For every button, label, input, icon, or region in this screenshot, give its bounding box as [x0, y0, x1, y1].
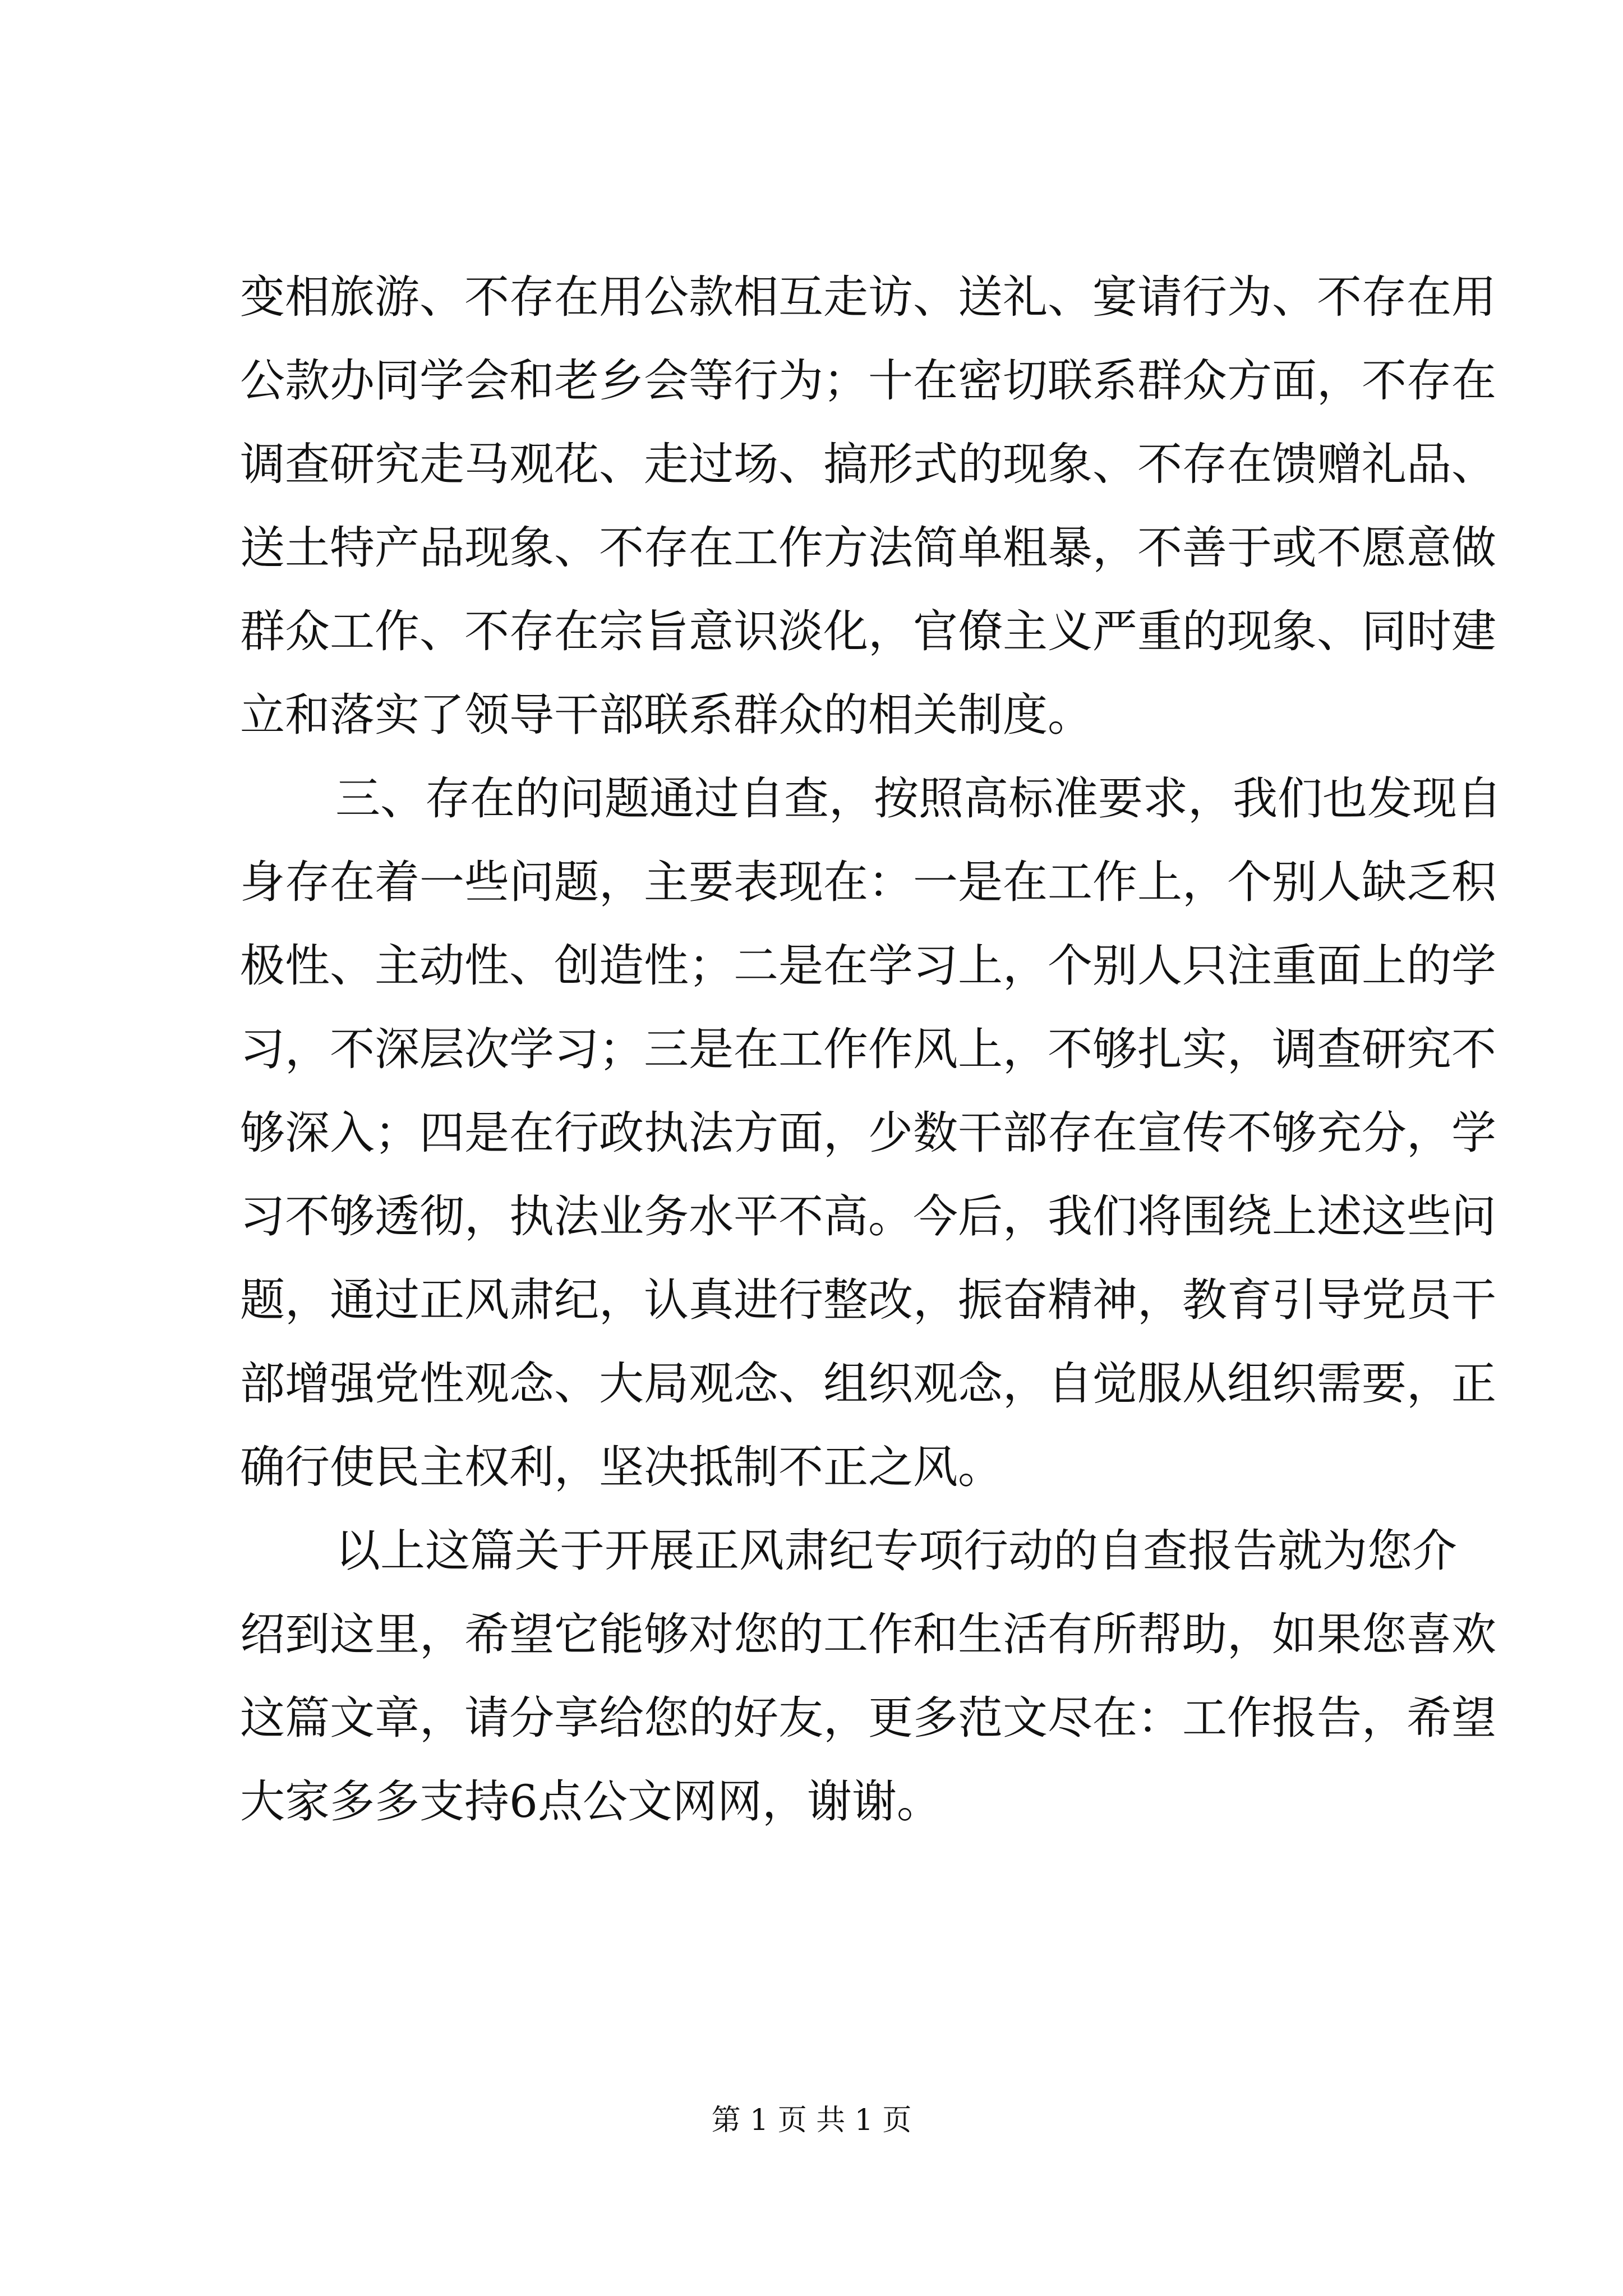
text-line: 调查研究走马观花、走过场、搞形式的现象、不存在馈赠礼品、 — [240, 438, 1496, 490]
text-line: 群众工作、不存在宗旨意识淡化，官僚主义严重的现象、同时建 — [240, 605, 1496, 657]
text-line: 公款办同学会和老乡会等行为；十在密切联系群众方面，不存在 — [240, 355, 1496, 407]
text-line: 以上这篇关于开展正风肃纪专项行动的自查报告就为您介 — [335, 1525, 1457, 1577]
text-line: 够深入；四是在行政执法方面，少数干部存在宣传不够充分，学 — [240, 1107, 1496, 1159]
page-footer — [0, 2101, 1623, 2140]
text-line: 部增强党性观念、大局观念、组织观念，自觉服从组织需要，正 — [240, 1358, 1496, 1410]
page-number: 第 1 页 共 1 页 — [711, 2104, 912, 2137]
text-line: 变相旅游、不存在用公款相互走访、送礼、宴请行为、不存在用 — [240, 271, 1496, 323]
paragraph-2 — [240, 757, 1502, 1509]
paragraph-1 — [240, 255, 1496, 757]
text-line: 这篇文章，请分享给您的好友，更多范文尽在：工作报告，希望 — [240, 1692, 1496, 1744]
text-line: 立和落实了领导干部联系群众的相关制度。 — [240, 689, 1092, 741]
text-line: 身存在着一些问题，主要表现在：一是在工作上，个别人缺乏积 — [240, 856, 1496, 908]
text-line: 送土特产品现象、不存在工作方法简单粗暴，不善于或不愿意做 — [240, 522, 1496, 574]
text-line: 题，通过正风肃纪，认真进行整改，振奋精神，教育引导党员干 — [240, 1274, 1496, 1326]
text-line: 极性、主动性、创造性；二是在学习上，个别人只注重面上的学 — [240, 940, 1496, 992]
text-line: 确行使民主权利，坚决抵制不正之风。 — [240, 1441, 1003, 1493]
document-body — [240, 255, 1502, 1843]
text-line: 习，不深层次学习；三是在工作作风上，不够扎实，调查研究不 — [240, 1023, 1496, 1075]
text-line: 三、存在的问题通过自查，按照高标准要求，我们也发现自 — [335, 772, 1502, 825]
text-line: 习不够透彻，执法业务水平不高。今后，我们将围绕上述这些问 — [240, 1190, 1496, 1243]
paragraph-3 — [240, 1509, 1496, 1843]
text-line: 绍到这里，希望它能够对您的工作和生活有所帮助，如果您喜欢 — [240, 1608, 1496, 1660]
text-line: 大家多多支持6点公文网网，谢谢。 — [240, 1775, 942, 1828]
